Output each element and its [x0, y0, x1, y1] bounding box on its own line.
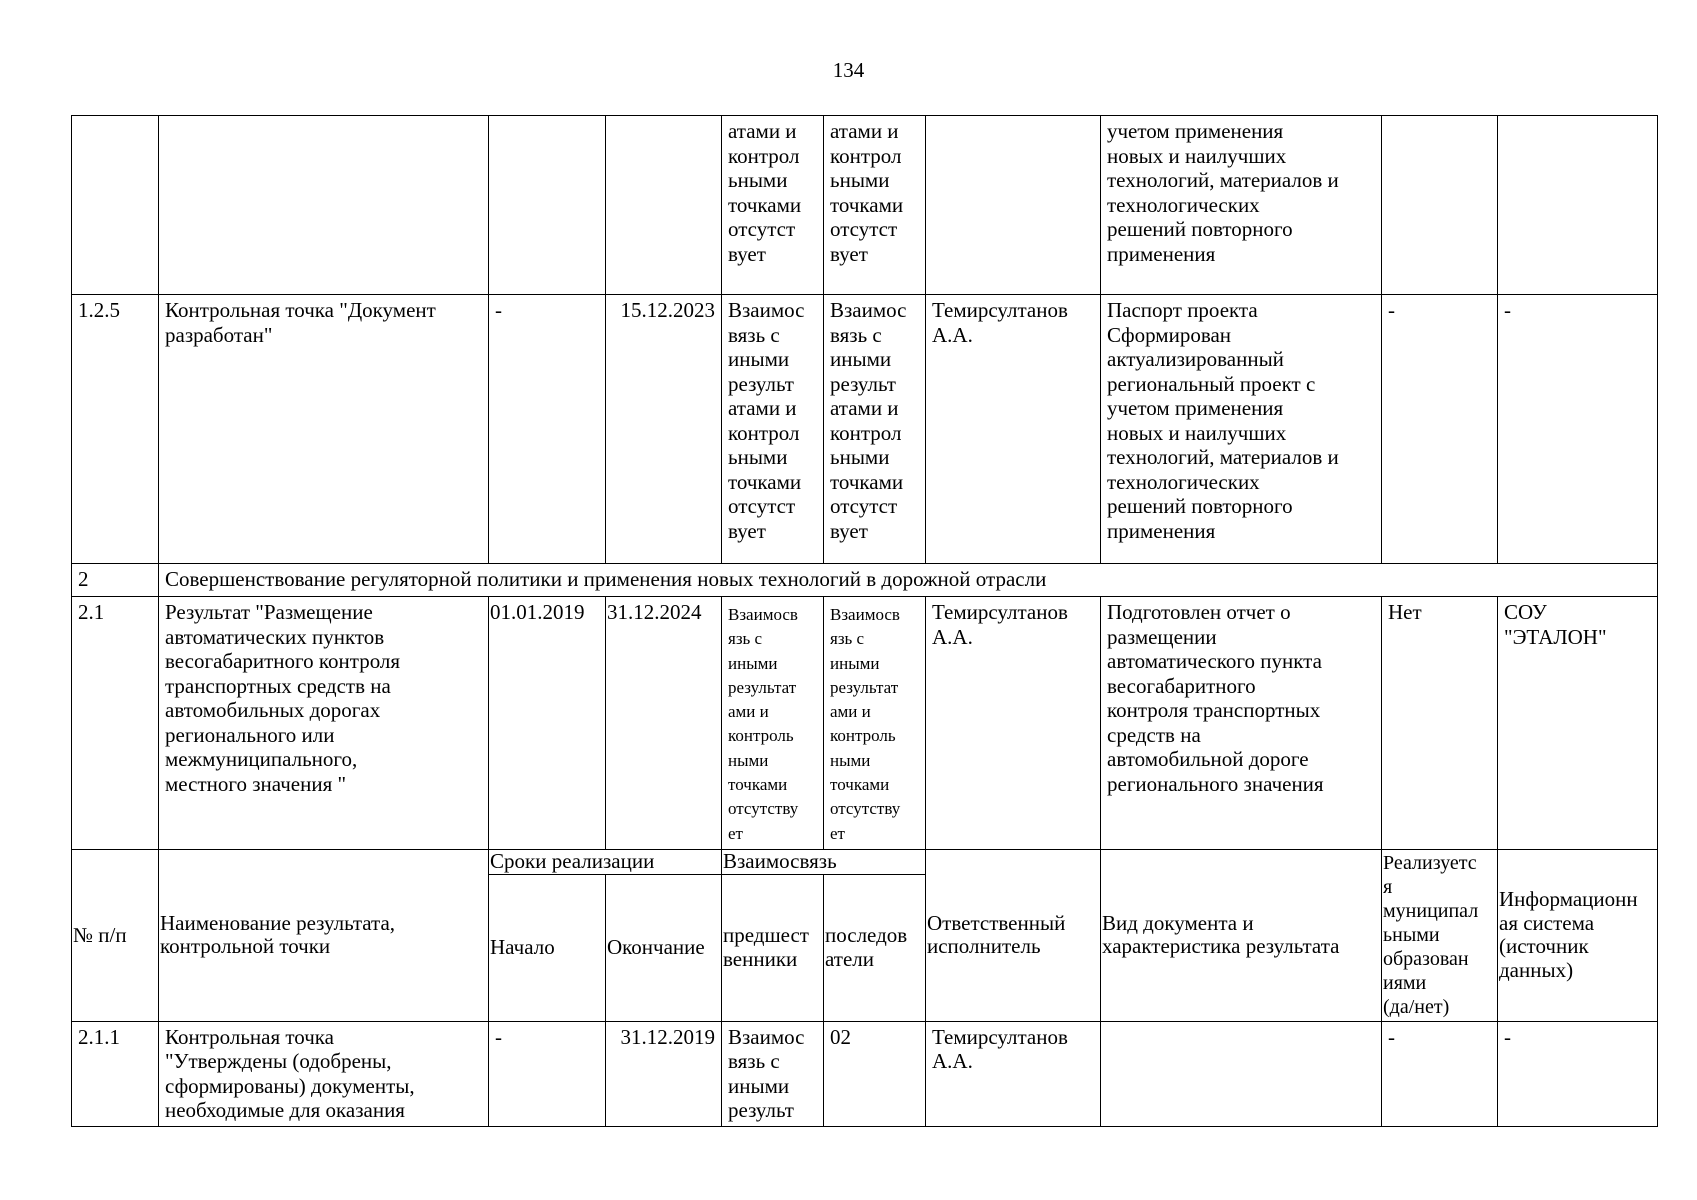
cell-end: 15.12.2023	[606, 295, 722, 564]
header-info-system: Информационн ая система (источник данных)	[1498, 849, 1658, 1021]
cell-info-system	[1498, 116, 1658, 295]
header-link-group: Взаимосвязь	[722, 849, 926, 874]
cell-responsible: Темирсултанов А.А.	[926, 1021, 1101, 1126]
cell-end: 31.12.2024	[606, 597, 722, 850]
cell-start: -	[489, 295, 606, 564]
cell-municipal: -	[1382, 1021, 1498, 1126]
cell-num: 1.2.5	[72, 295, 159, 564]
header-responsible: Ответственный исполнитель	[926, 849, 1101, 1021]
table-row	[72, 295, 1658, 564]
cell-predecessors: Взаимос вязь с иными результ	[722, 1021, 824, 1126]
header-document: Вид документа и характеристика результата	[1101, 849, 1382, 1021]
cell-start: 01.01.2019	[489, 597, 606, 850]
header-dates-group: Сроки реализации	[489, 849, 722, 874]
cell-document: учетом применения новых и наилучших технологий, материалов и технологических решений повторного применения	[1101, 116, 1382, 295]
cell-document: Подготовлен отчет о размещении автоматического пункта весогабаритного контроля транспортных средств на автомобильной дороге регионального значения	[1101, 597, 1382, 850]
results-table	[71, 115, 1658, 1127]
cell-end	[606, 116, 722, 295]
cell-responsible: Темирсултанов А.А.	[926, 597, 1101, 850]
section-num: 2	[72, 564, 159, 597]
cell-start: -	[489, 1021, 606, 1126]
cell-successors: атами и контрол ьными точками отсутст вует	[824, 116, 926, 295]
cell-name: Результат "Размещение автоматических пунктов весогабаритного контроля транспортных средств на автомобильных дорогах регионального или межмуниципального, местного значения "	[159, 597, 489, 850]
header-municipal: Реализуетс я муниципал ьными образован иями (да/нет)	[1382, 849, 1498, 1021]
header-end: Окончание	[606, 874, 722, 1021]
section-row	[72, 564, 1658, 597]
cell-successors: Взаимосв язь с иными результат ами и контроль ными точками отсутству ет	[824, 597, 926, 850]
header-successors: последов атели	[824, 874, 926, 1021]
cell-end: 31.12.2019	[606, 1021, 722, 1126]
header-row	[72, 849, 1658, 874]
cell-num	[72, 116, 159, 295]
table-row	[72, 116, 1658, 295]
header-num: № п/п	[72, 849, 159, 1021]
cell-num: 2.1	[72, 597, 159, 850]
page-number: 134	[832, 58, 865, 82]
cell-successors: Взаимос вязь с иными результ атами и контрол ьными точками отсутст вует	[824, 295, 926, 564]
cell-predecessors: Взаимос вязь с иными результ атами и контрол ьными точками отсутст вует	[722, 295, 824, 564]
cell-predecessors: атами и контрол ьными точками отсутст вует	[722, 116, 824, 295]
table-row	[72, 597, 1658, 850]
cell-responsible	[926, 116, 1101, 295]
cell-municipal	[1382, 116, 1498, 295]
header-name: Наименование результата, контрольной точки	[159, 849, 489, 1021]
header-predecessors: предшест венники	[722, 874, 824, 1021]
cell-municipal: Нет	[1382, 597, 1498, 850]
cell-info-system: -	[1498, 1021, 1658, 1126]
section-title: Совершенствование регуляторной политики и применения новых технологий в дорожной отрасли	[159, 564, 1658, 597]
cell-start	[489, 116, 606, 295]
cell-responsible: Темирсултанов А.А.	[926, 295, 1101, 564]
table-row	[72, 1021, 1658, 1126]
cell-document: Паспорт проекта Сформирован актуализированный региональный проект с учетом применения новых и наилучших технологий, материалов и технологических решений повторного применения	[1101, 295, 1382, 564]
cell-successors: 02	[824, 1021, 926, 1126]
cell-name: Контрольная точка "Документ разработан"	[159, 295, 489, 564]
cell-name	[159, 116, 489, 295]
header-start: Начало	[489, 874, 606, 1021]
cell-document	[1101, 1021, 1382, 1126]
cell-name: Контрольная точка "Утверждены (одобрены, сформированы) документы, необходимые для оказания	[159, 1021, 489, 1126]
cell-num: 2.1.1	[72, 1021, 159, 1126]
cell-info-system: -	[1498, 295, 1658, 564]
cell-info-system: СОУ "ЭТАЛОН"	[1498, 597, 1658, 850]
cell-municipal: -	[1382, 295, 1498, 564]
cell-predecessors: Взаимосв язь с иными результат ами и контроль ными точками отсутству ет	[722, 597, 824, 850]
